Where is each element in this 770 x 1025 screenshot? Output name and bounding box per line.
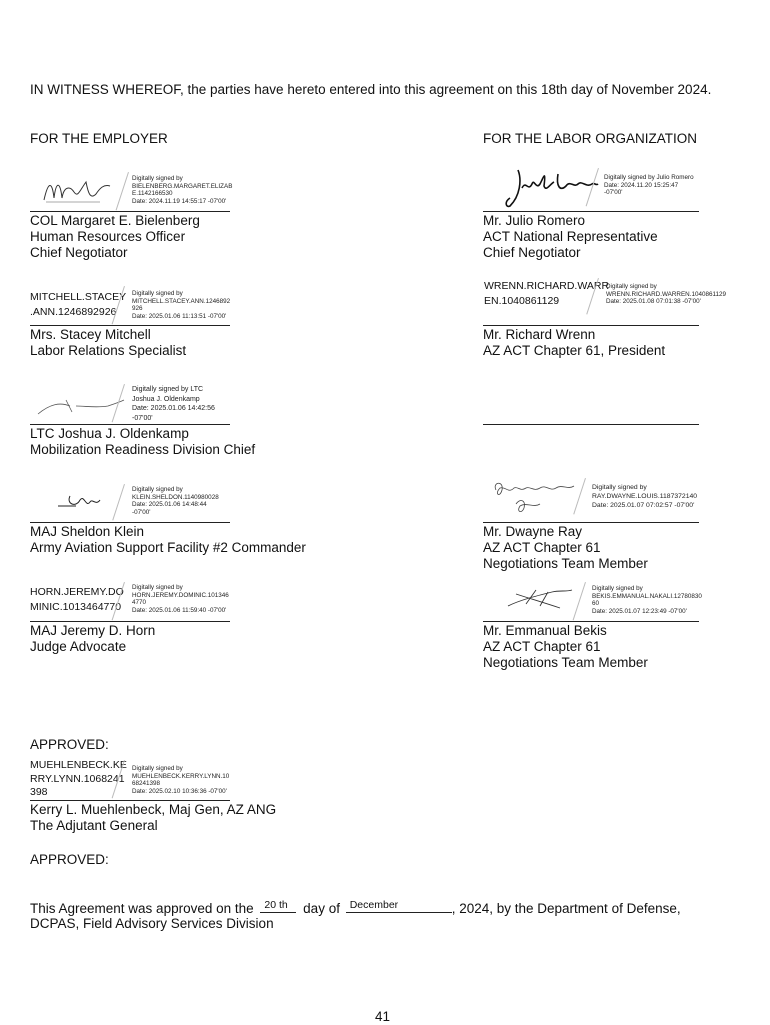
klein-title-block: MAJ Sheldon Klein Army Aviation Support Facility #2 Commander: [30, 524, 306, 555]
signature-line: [483, 621, 699, 622]
signature-line: [483, 325, 699, 326]
approval-day: 20 th: [264, 899, 288, 911]
employer-heading: FOR THE EMPLOYER: [30, 131, 168, 146]
blank-signature-line: [483, 424, 699, 425]
final-approval-line: This Agreement was approved on the 20 th day of December , 2024, by the Department of Defense,: [30, 899, 681, 916]
signature-line: [30, 424, 230, 425]
muehlenbeck-title-block: Kerry L. Muehlenbeck, Maj Gen, AZ ANG The Adjutant General: [30, 802, 277, 833]
approved-label-2: APPROVED:: [30, 852, 109, 867]
horn-title-block: MAJ Jeremy D. Horn Judge Advocate: [30, 623, 156, 654]
signature-line: [483, 211, 699, 212]
bekis-digital-signature: Digitally signed by BEKIS.EMMANUAL.NAKALI.12780830 60 Date: 2025.01.07 12:23:49 -07'00': [592, 585, 702, 615]
horn-signer-id: HORN.JEREMY.DO MINIC.1013464770: [30, 586, 124, 613]
mitchell-digital-signature: Digitally signed by MITCHELL.STACEY.ANN.1246892 926 Date: 2025.01.06 11:13:51 -07'00': [132, 290, 231, 320]
page-number: 41: [375, 1009, 391, 1024]
signature-line: [30, 325, 230, 326]
signature-divider: [112, 484, 125, 520]
klein-handwritten-signature: [56, 490, 106, 512]
muehlenbeck-signer-id: MUEHLENBECK.KE RRY.LYNN.1068241 398: [30, 759, 127, 798]
signature-line: [30, 211, 230, 212]
signature-line: [30, 522, 230, 523]
signature-line: [30, 621, 230, 622]
muehlenbeck-digital-signature: Digitally signed by MUEHLENBECK.KERRY.LYNN.10 68241398 Date: 2025.02.10 10:36:36 -07'00': [132, 765, 230, 795]
horn-digital-signature: Digitally signed by HORN.JEREMY.DOMINIC.101346 4770 Date: 2025.01.06 11:59:40 -07'00': [132, 584, 229, 614]
oldenkamp-digital-signature: Digitally signed by LTC Joshua J. Oldenkamp Date: 2025.01.06 14:42:56 -07'00': [132, 386, 215, 422]
witness-clause: IN WITNESS WHEREOF, the parties have hereto entered into this agreement on this 18th day of November 2024.: [30, 82, 712, 97]
romero-title-block: Mr. Julio Romero ACT National Representative Chief Negotiator: [483, 213, 658, 260]
bekis-title-block: Mr. Emmanual Bekis AZ ACT Chapter 61 Negotiations Team Member: [483, 623, 648, 670]
final-approval-line-2: DCPAS, Field Advisory Services Division: [30, 916, 274, 931]
signature-line: [30, 800, 230, 801]
bielenberg-title-block: COL Margaret E. Bielenberg Human Resources Officer Chief Negotiator: [30, 213, 200, 260]
labor-heading: FOR THE LABOR ORGANIZATION: [483, 131, 698, 146]
mitchell-title-block: Mrs. Stacey Mitchell Labor Relations Specialist: [30, 327, 187, 358]
oldenkamp-title-block: LTC Joshua J. Oldenkamp Mobilization Readiness Division Chief: [30, 426, 256, 457]
romero-handwritten-signature: [500, 166, 600, 210]
ray-digital-signature: Digitally signed by RAY.DWAYNE.LOUIS.1187372140 Date: 2025.01.07 07:02:57 -07'00': [592, 484, 698, 509]
mitchell-signer-id: MITCHELL.STACEY .ANN.1246892926: [30, 291, 127, 318]
bekis-handwritten-signature: [506, 586, 576, 612]
wrenn-signer-id: WRENN.RICHARD.WARR EN.1040861129: [484, 280, 610, 307]
wrenn-digital-signature: Digitally signed by WRENN.RICHARD.WARREN.1040861129 Date: 2025.01.08 07:01:38 -07'00': [606, 283, 727, 306]
klein-digital-signature: Digitally signed by KLEIN.SHELDON.1140980028 Date: 2025.01.06 14:48:44 -07'00': [132, 486, 219, 516]
ray-title-block: Mr. Dwayne Ray AZ ACT Chapter 61 Negotiations Team Member: [483, 524, 648, 571]
bielenberg-digital-signature: Digitally signed by BIELENBERG.MARGARET.ELIZAB E.1142166530 Date: 2024.11.19 14:55:17 -07'00': [132, 175, 233, 205]
romero-digital-signature: Digitally signed by Julio Romero Date: 2024.11.20 15:25:47 -07'00': [604, 174, 694, 197]
bielenberg-handwritten-signature: [40, 172, 120, 208]
approval-month: December: [349, 899, 399, 911]
oldenkamp-handwritten-signature: [36, 394, 126, 418]
approved-label: APPROVED:: [30, 737, 109, 752]
wrenn-title-block: Mr. Richard Wrenn AZ ACT Chapter 61, President: [483, 327, 666, 358]
signature-line: [483, 522, 699, 523]
